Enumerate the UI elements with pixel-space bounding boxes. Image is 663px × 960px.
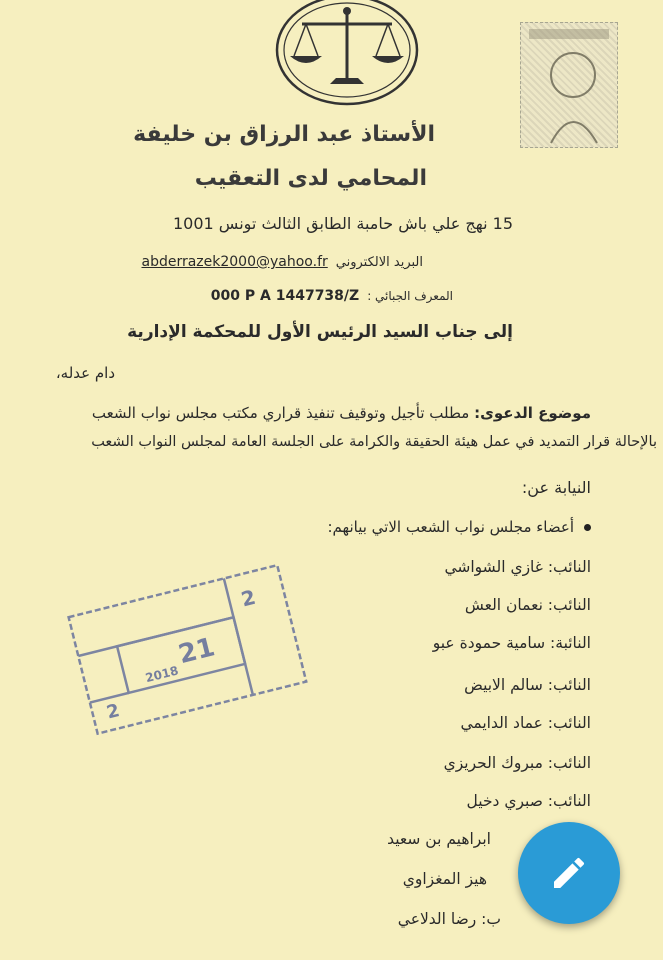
lawyer-title: المحامي لدى التعقيب (194, 166, 427, 191)
stamp-year: 2018 (143, 663, 180, 686)
member-line: النائبة: سامية حمودة عبو (432, 634, 591, 652)
edit-fab-button[interactable] (518, 822, 620, 924)
office-address: 15 نهج علي باش حامبة الطابق الثالث تونس 1001 (173, 214, 513, 233)
court-stamp (60, 560, 310, 740)
members-intro-text: أعضاء مجلس نواب الشعب الاتي بيانهم: (327, 518, 574, 536)
photocopied-photo (520, 22, 618, 148)
on-behalf-heading: النيابة عن: (521, 478, 591, 497)
member-line: النائب: غازي الشواشي (444, 558, 591, 576)
subject-text: مطلب تأجيل وتوقيف تنفيذ قراري مكتب مجلس نواب الشعب (91, 404, 470, 422)
stamp-day: 21 (175, 632, 218, 671)
bullet-icon (584, 524, 591, 531)
email-label: البريد الالكتروني (335, 255, 423, 270)
members-intro (328, 518, 592, 536)
member-line: النائب: سالم الابيض (464, 676, 591, 694)
member-line: هيز المغزاوي (402, 870, 487, 888)
stamp-number-2: 2 (104, 700, 122, 724)
member-line: ب: رضا الدلاعي (397, 910, 501, 928)
member-line: النائب: مبروك الحريزي (443, 754, 591, 772)
member-line: ابراهيم بن سعيد (387, 830, 491, 848)
pencil-icon (549, 853, 589, 893)
scales-of-justice-logo (272, 0, 422, 112)
stamp-number-1: 2 (238, 584, 258, 612)
tax-id-label: المعرف الجبائي : (367, 289, 453, 303)
greeting: دام عدله، (55, 364, 115, 382)
tax-id-value: 000 P A 1447738/Z (210, 288, 360, 304)
tax-id-row (211, 288, 453, 304)
subject-line-2: بالإحالة قرار التمديد في عمل هيئة الحقيقة والكرامة على الجلسة العامة لمجلس النواب الشعب (91, 434, 657, 450)
member-line: النائب: نعمان العش (464, 596, 591, 614)
recipient-line: إلى جناب السيد الرئيس الأول للمحكمة الإدارية (127, 322, 513, 342)
member-line: النائب: صبري دخيل (466, 792, 591, 810)
member-line: النائب: عماد الدايمي (460, 714, 591, 732)
subject-line (92, 404, 591, 422)
portrait-image (521, 23, 617, 147)
email-row (141, 254, 423, 270)
lawyer-name: الأستاذ عبد الرزاق بن خليفة (133, 122, 435, 147)
subject-label: موضوع الدعوى: (474, 404, 591, 422)
email-link[interactable]: abderrazek2000@yahoo.fr (141, 254, 328, 270)
